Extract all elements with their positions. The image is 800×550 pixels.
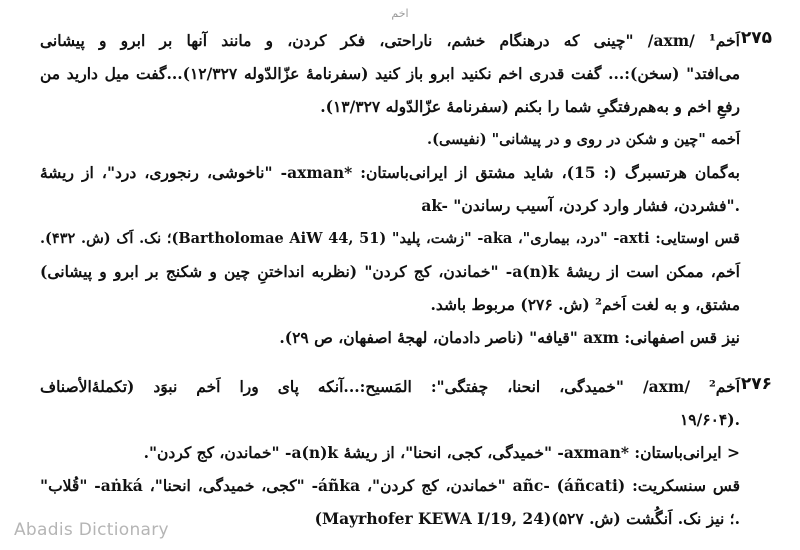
header-word: اخم	[391, 7, 409, 20]
entry-line: رفعِ اخم و به‌هم‌رفتگیِ شما را بکنم (سفرنامهٔ عزّالدّوله ۱۳/۳۲۷).	[320, 97, 740, 116]
entry-number: ۲۷۶	[740, 374, 772, 394]
entry-line: ak- "فشردن، فشار وارد کردن، آسیب رساندن".	[421, 196, 740, 215]
entry-line: به‌گمان هرتسبرگ (: 15)، شاید مشتق از ایرانی‌باستان: *axman- "ناخوشی، رنجوری، درد"، از ریشهٔ	[40, 163, 740, 182]
watermark: Abadis Dictionary	[14, 520, 169, 540]
entry-line: اَخمه "چین و شکن در روی و در پیشانی" (نفیسی).	[427, 131, 740, 148]
entry-line: قس سنسکریت: añc- (áñcati) "خماندن، کج کردن"، áñka- "کجی، خمیدگی، انحنا"، aṅká- "قُلاب"	[40, 476, 740, 495]
entry-line: مشتق، و به لغت اَخم² (ش. ۲۷۶) مربوط باشد.	[430, 295, 740, 314]
entry-line: اَخم² /axm/ "خمیدگی، انحنا، چفتگی": المَسیح:...آنکه پای ورا اَخم نبوَد (تکملهٔ‌الأصناف	[40, 377, 741, 396]
entry-line: اَخم¹ /axm/ "چینی که درهنگام خشم، ناراحتی، فکر کردن، و مانند آنها بر ابرو و پیشانی	[40, 31, 740, 50]
entry-line: قس اوستایی: axti- "درد، بیماری"، aka- "زشت، پلید" (Bartholomae AiW 44, 51)؛ نک. اَک (ش. ۴۳۲).	[40, 230, 740, 247]
entry-line: < ایرانی‌باستان: *axman- "خمیدگی، کجی، انحنا"، از ریشهٔ a(n)k- "خماندن، کج کردن".	[143, 443, 740, 462]
entry-line: اَخم، ممکن است از ریشهٔ a(n)k- "خماندن، کج کردن" (نظربه انداختنِ چین و شکنج بر ابرو و پیشانی)	[40, 262, 740, 281]
entry-line: (Mayrhofer KEWA I/19, 24)؛ نیز نک. اَنگُشت (ش. ۵۲۷).	[314, 509, 740, 528]
entry-line: نیز قس اصفهانی: axm "قیافه" (ناصر دادمان، لهجهٔ اصفهان، ص ۲۹).	[279, 328, 740, 347]
entry-line: می‌افتد" (سخن):... گفت قدری اخم نکنید ابرو باز کنید (سفرنامهٔ عزّالدّوله ۱۲/۳۲۷)...گفت میل دارید من	[40, 64, 740, 83]
entry-line: ۱۹/۶۰۴).	[679, 410, 740, 429]
entry-number: ۲۷۵	[740, 28, 772, 48]
